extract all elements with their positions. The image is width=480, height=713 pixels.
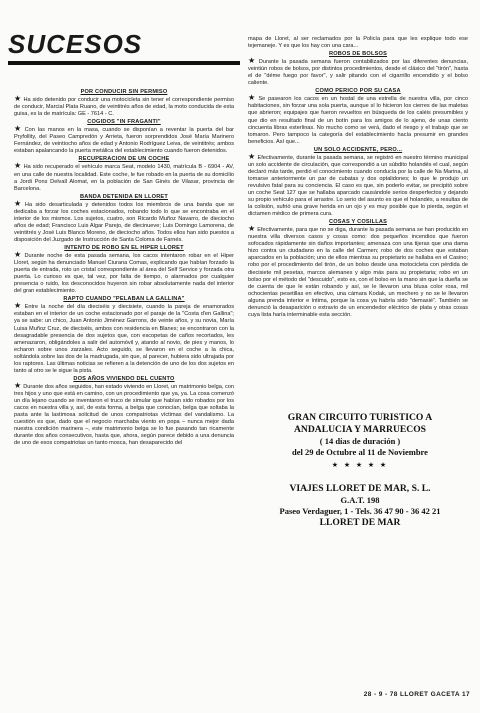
ad-line-7: Paseo Verdaguer, 1 - Tels. 36 47 90 - 36 42 21 — [279, 506, 441, 516]
news-text: Durante la pasada semana fueron contabilizados por las diferentes denuncias, veintiún robos de bolsos, por distintos procedimientos, desde el clásico del "tirón", hasta el de "déme fuego por favor", y salir pitando con el cigarrillo encendido y el bolso caliente. — [248, 59, 468, 87]
masthead — [8, 30, 240, 65]
news-headline: UN SOLO ACCIDENTE, PERO... — [313, 146, 403, 153]
news-body — [14, 126, 234, 155]
news-headline: ROBOS DE BOLSOS — [328, 51, 387, 58]
news-item — [248, 36, 468, 50]
news-item — [14, 119, 234, 155]
ad-line-2: ANDALUCIA Y MARRUECOS — [293, 424, 426, 435]
news-headline: BANDA DETENIDA EN LLORET — [80, 193, 168, 200]
title-rule — [8, 61, 240, 65]
ad-line-6: G.A.T. 198 — [340, 495, 380, 505]
news-item — [14, 156, 234, 192]
star-icon: ★ — [14, 161, 22, 171]
news-text: Ha sido recuperado el vehículo marca Seat, modelo 1430, matrícula B - 6904 - AV, en una calle de nuestra localidad. Este coche, le fue robado en la puerta de su domicilio a Jordi Pons Delvall Alomat, en la población de San Ginés de Vilasar, provincia de Barcelona. — [14, 164, 234, 192]
news-text: Ha sido desarticulada y detenidos todos los miembros de una banda que se dedicaba a forzar los coches estacionados, robando todo lo que se encontraba en el interior de los mismos. Los sujetos, cuatro, son Ricardo Muñoz Navarro, de dieciocho años de edad; Francisco Luis Algar Parejo, de diecinueve; Luis Domingo Lamorena, de veintitrés y José Luis Blanco Moreno, de dieciocho años. Todos ellos han sido puestos a disposición del Juzgado de Instrucción de Santa Coloma de Farnés. — [14, 201, 234, 243]
news-body — [14, 198, 234, 244]
left-column — [14, 88, 234, 676]
news-headline: INTENTO DE ROBO EN EL HIPER LLORET — [64, 244, 184, 251]
star-icon: ★ — [14, 380, 22, 390]
star-icon: ★ — [14, 94, 22, 104]
ad-line-8: LLORET DE MAR — [319, 517, 401, 528]
news-item — [248, 88, 468, 145]
star-icon: ★ — [248, 224, 256, 234]
news-headline: POR CONDUCIR SIN PERMISO — [80, 89, 168, 95]
news-text: Ha sido detenido por conducir una motocicleta sin tener el correspondiente permiso de conducir, Marcial Plata Ruano, de veintitrés años de edad, la moto conducida de esta guisa, es la de matrícula: GE - 7614 - C. — [14, 97, 234, 118]
news-text: Efectivamente, para que no se diga, durante la pasada semana se han producido en nuestra villa diversos casos y cosas como: dos pequeños incendios que fueron sofocados rápidamente sin daños importantes; amenaza con una tijeras que una dama hizo contra un ciudadano en la calle del Carmen; robo de dos coches que estaban aparcados en la población; uno de ellos mientras su propietario se hallaba en el Casino; robo por el procedimiento del tirón, de un bolso desde una motocicleta con pérdida de diecisiete mil pesetas, marcos alemanes y algo más para su propietaria; robo en un bolso por el método del "descuido", esto es, con el bolso en la mano sin que la dueña se de cuenta de que le están robando y así, se le llevaron una blusa color rosa, mil ochocientas pesetillas en efectivo, una cámara Kodak, un mechero y no se le llevaron alguna prenda interior e íntima, porque la cosa ya habría sido "demasié". También se denunció la desaparición o extravío de un encendedor eléctrico de plata y otras cosas cuya lista haría interminable esta sección. — [248, 227, 468, 318]
news-body — [248, 226, 468, 319]
ad-line-1: GRAN CIRCUITO TURISTICO A — [287, 412, 433, 423]
news-text: Con las manos en la masa, cuando se disponían a reventar la puerta del bar Pryfollity, del Paseo Campredón y Arrieta, fueron sorprendidos José María Marinero Fernández, de veintiocho años de edad y Antonio Rodríguez Leiva, de veintitrés; ambos estaban apalancando la puerta metálica del establecimiento cuando fueron detenidos. — [14, 127, 234, 155]
star-icon: ★ — [14, 250, 23, 260]
news-text: Efectivamente, durante la pasada semana, se registró en nuestro término municipal un solo accidente de circulación, que correspondió a un súbdito holandés el cual, según declaró más tarde, perdió el conocimiento cuando conducía por la calle de Na Marina, al tomarse anteriormente un par de cubatas y dos optalidones; lo que le produjo un revulsivo fatal para su conciencia. El caso es que, sin poderlo evitar, se precipitó sobre un coche Seat 127 que se hallaba aparcado causándole serios desperfectos y dejando su propio vehículo para el arrastre. Lo serio del asunto es que el holandés, a resultas de la colisión, sufrió una grave herida en un ojo y es muy posible que lo pierda, según el dictamen médico de primera cura. — [248, 154, 468, 218]
news-body — [248, 36, 468, 50]
news-headline: DOS AÑOS VIVIENDO DEL CUENTO — [73, 375, 175, 382]
right-column — [248, 36, 468, 396]
page-footer: 28 - 9 - 78 LLORET GACETA 17 — [363, 691, 470, 698]
star-icon: ★ — [14, 301, 23, 311]
news-item — [14, 194, 234, 244]
travel-advertisement — [252, 412, 468, 612]
star-icon: ★ — [14, 198, 23, 208]
news-headline: COGIDOS "IN FRAGANTI" — [87, 119, 161, 126]
news-item — [14, 89, 234, 118]
news-item — [14, 245, 234, 295]
star-icon: ★ — [248, 93, 257, 103]
news-headline: COMO PERICO POR SU CASA — [315, 88, 401, 95]
news-body — [14, 252, 234, 295]
ad-stars: ★ ★ ★ ★ ★ — [331, 461, 389, 469]
news-body — [14, 96, 234, 118]
news-text: Entre la noche del día dieciséis y diecisiete, cuando la pareja de enamorados estaban en el interior de un coche estacionado por el paraje de la "Costa d'en Gallina"; ya se sabe: un chico, Juan Antonio Jiménez Garrons, de veinte años, y su novia, María Luisa Muñoz Cruz, de dieciséis, ambos con residencia en Blanes; se encontraron con la desagradable presencia de dos sujetos que, con escopetas de caños recortados, les amenazaron, obligándoles a salir del automóvil y, atando al novio, de pies y manos, lo echaron sobre unos zarzales. Acto seguido, se llevaron en el coche a la chica, soltándola sobre las dos de la madrugada, sin que, al parecer, hubiera sido ultrajada por los raptores. Las últimas noticias se refieren a la detención de uno de los dos sujetos en tanto al otro se le sigue la pista. — [14, 304, 234, 374]
news-body — [248, 58, 468, 87]
section-title: SUCESOS — [8, 29, 143, 59]
news-headline: RECUPERACION DE UN COCHE — [78, 156, 170, 163]
news-item — [248, 219, 468, 319]
news-item — [14, 296, 234, 375]
ad-line-3: ( 14 días de duración ) — [319, 436, 401, 446]
ad-line-4: del 29 de Octubre al 11 de Noviembre — [292, 447, 428, 457]
news-headline: COSAS Y COSILLAS — [328, 219, 387, 226]
news-item — [248, 51, 468, 87]
star-icon: ★ — [248, 151, 256, 161]
news-text: Durante dos años seguidos, han estado viviendo en Lloret, un matrimonio belga, con tres hijos y uno que está en camino, con un procedimiento que ya, ya. La cosa comenzó un día lejano cuando se inventaron el truco de simular que habían sido robados por los cacos en nuestra villa y, así, de esta forma, a belga que conocían, belga que soltaba la pasta ante la lastimosa solicitud de unos compatriotas víctimas del vandalismo. La cuestión es que, dado que el negocio marchaba viento en popa – nunca mejor dada nuestra condición marinera –, este matrimonio belga se lo fue pasando tan ricamente durante dos años consecutivos, hasta que, ahora, según parece debido a una denuncia de uno de esos compatriotas un tanto mosca, han desaparecido del — [14, 383, 234, 447]
star-icon: ★ — [14, 124, 23, 134]
news-text: mapa de Lloret, al ser reclamados por la Policía para que les explique todo ese tejemaneje. Y es que los hay con una cara... — [248, 36, 468, 50]
star-icon: ★ — [248, 56, 257, 66]
news-item — [248, 147, 468, 218]
news-item — [14, 376, 234, 447]
news-body — [14, 380, 234, 447]
ad-line-5: VIAJES LLORET DE MAR, S. L. — [289, 483, 431, 494]
news-text: Se pasearon los cacos en un hostal de una estrella de nuestra villa, por cinco habitaciones, sin forzar una sola puerta, aunque sí lo hicieron los cierres de las maletas que abrieron; equipajes que fueron revueltos en búsqueda de los caléis presumibles y que dio en resultado final de un botín para los amigos de lo ajeno, de unas ciento cincuenta libras esterlinas. No mucho como se verá, dado el riesgo y el trabajo que se tomaron. Pero tampoco la categoría del establecimiento hacía presumir en grandes beneficios. Así que... — [248, 96, 468, 145]
news-body — [248, 151, 468, 218]
news-body — [14, 303, 234, 374]
news-body — [14, 163, 234, 192]
news-text: Durante noche de esta pasada semana, los cacos intentaron robar en el Hiper Lloret, según ha denunciado Manuel Ciurana Comas, explicando que habían forzado la puerta de entrada, roto un cristal correspondiente al área del Self Service y forzada otra puerta. Lo curioso es que, tal vez, por falta de tiempo, o alarmados por cualquier presencia o ruido, los desconocidos huyeron sin robar absolutamente nada del interior del gran establecimiento. — [14, 253, 234, 295]
news-body — [248, 95, 468, 145]
news-headline: RAPTO CUANDO "PELABAN LA GALLINA" — [63, 296, 185, 303]
